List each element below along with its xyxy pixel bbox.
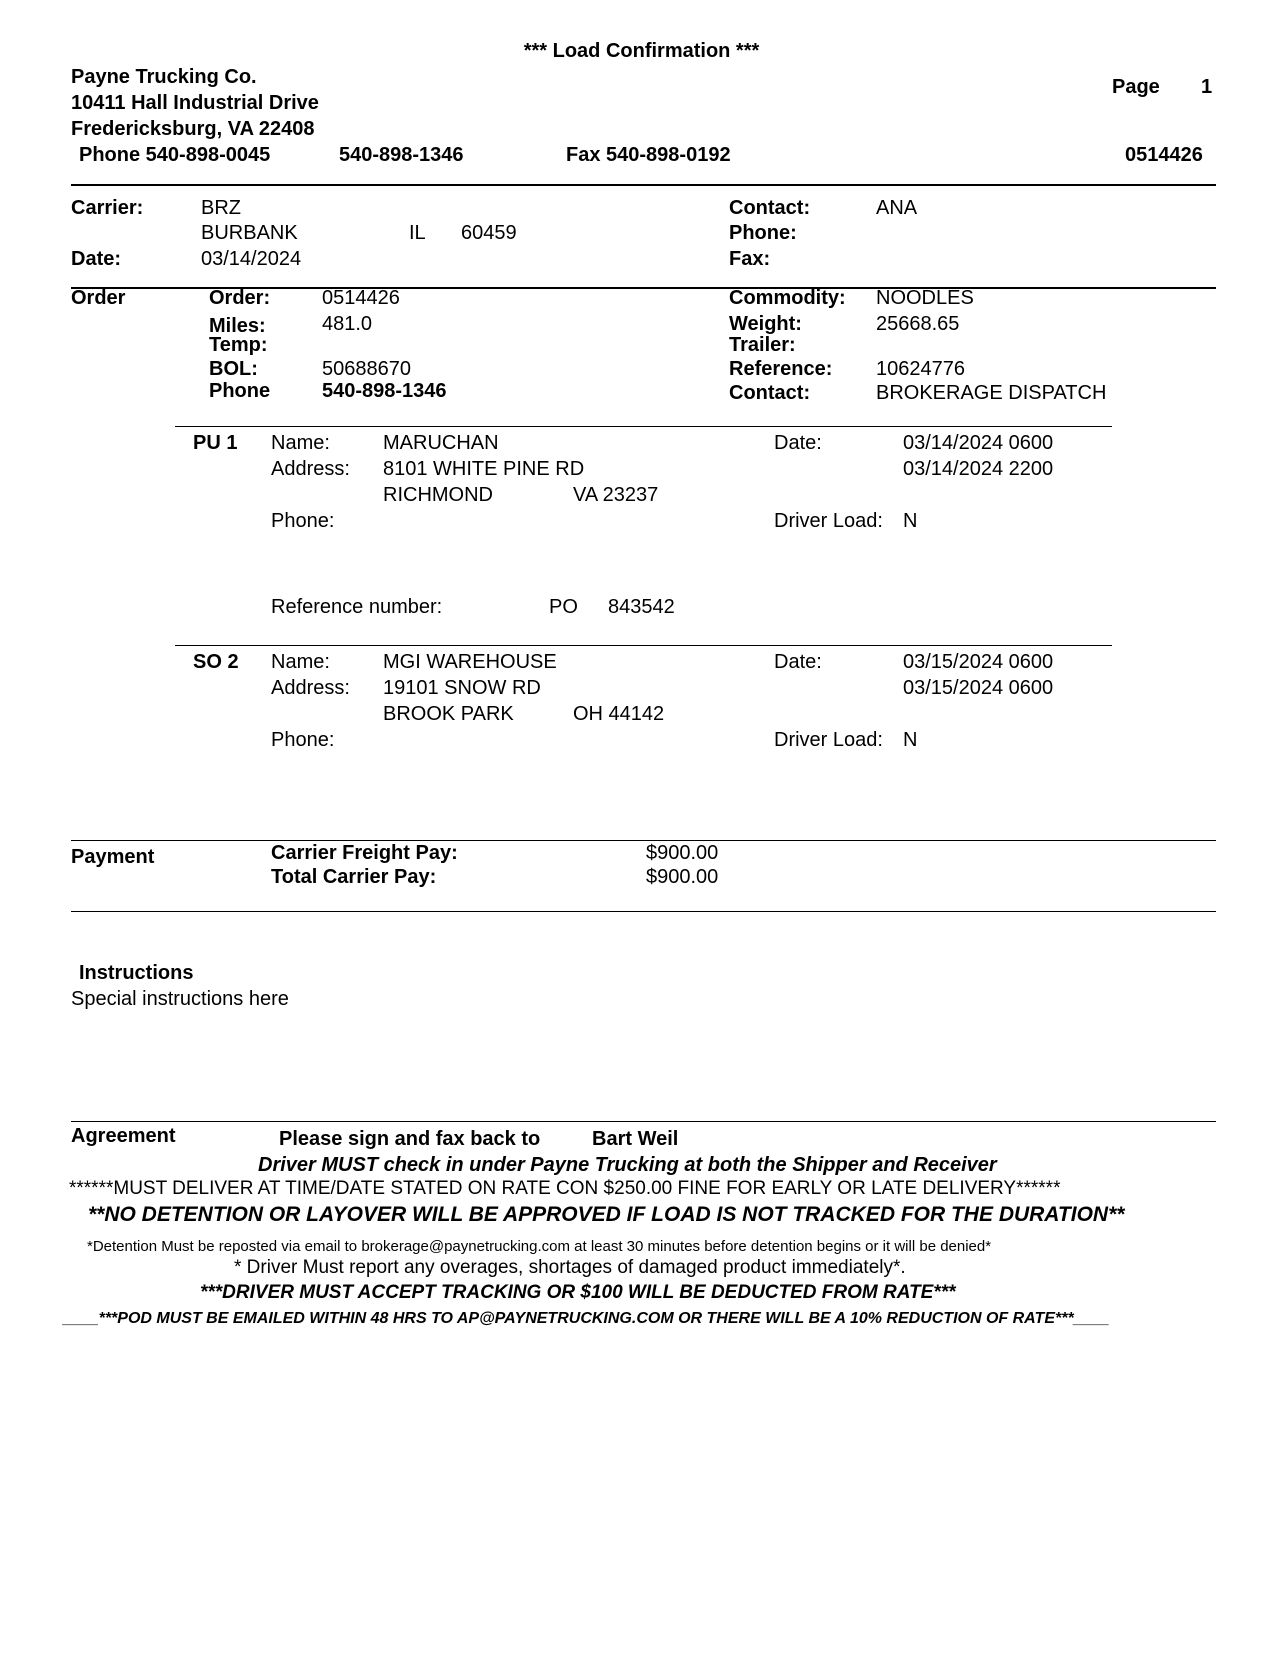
stop-driver-load: N (903, 510, 918, 532)
bol-value: 50688670 (322, 358, 411, 380)
company-fax: Fax 540-898-0192 (566, 144, 731, 166)
document-title: *** Load Confirmation *** (523, 40, 760, 62)
document-number: 0514426 (1125, 144, 1203, 166)
stop-date-end: 03/15/2024 0600 (903, 677, 1054, 699)
stop-address-label: Address: (271, 677, 350, 699)
stop-date-end: 03/14/2024 2200 (903, 458, 1054, 480)
stop-phone-label: Phone: (271, 510, 335, 532)
stop-name: MARUCHAN (383, 432, 499, 454)
instructions-label: Instructions (79, 962, 194, 984)
agreement-label: Agreement (71, 1125, 176, 1147)
stop-name: MGI WAREHOUSE (383, 651, 557, 673)
stop-city: RICHMOND (383, 484, 493, 506)
reference-number-label: Reference number: (271, 596, 443, 618)
stop-address: 8101 WHITE PINE RD (383, 458, 585, 480)
carrier-phone-label: Phone: (729, 222, 797, 244)
agreement-tracking-notice: ***DRIVER MUST ACCEPT TRACKING OR $100 WILL BE DEDUCTED FROM RATE*** (200, 1282, 956, 1303)
carrier-date: 03/14/2024 (201, 248, 302, 270)
carrier-freight-pay: $900.00 (646, 842, 719, 864)
reference-label: Reference: (729, 358, 833, 380)
stop-phone-label: Phone: (271, 729, 335, 751)
agreement-detention-email-notice: *Detention Must be reposted via email to brokerage@paynetrucking.com at least 30 minutes before detention begins or it will be denied* (87, 1238, 992, 1255)
miles-value: 481.0 (322, 313, 373, 335)
bol-label: BOL: (209, 358, 258, 380)
carrier-date-label: Date: (71, 248, 122, 270)
agreement-delivery-notice: ******MUST DELIVER AT TIME/DATE STATED ON RATE CON $250.00 FINE FOR EARLY OR LATE DELIVERY****** (69, 1178, 1061, 1199)
order-contact-value: BROKERAGE DISPATCH (876, 382, 1107, 404)
payment-label: Payment (71, 846, 155, 868)
stop-tag: PU 1 (193, 432, 238, 454)
company-phone: Phone 540-898-0045 (79, 144, 271, 166)
reference-type: PO (549, 596, 578, 618)
weight-label: Weight: (729, 313, 802, 335)
stop-date-start: 03/14/2024 0600 (903, 432, 1054, 454)
reference-number: 843542 (608, 596, 675, 618)
commodity-label: Commodity: (729, 287, 846, 309)
stop-state-zip: OH 44142 (573, 703, 665, 725)
carrier-fax-label: Fax: (729, 248, 771, 270)
agreement-overages-notice: * Driver Must report any overages, shortages of damaged product immediately*. (234, 1257, 906, 1278)
total-carrier-pay-label: Total Carrier Pay: (271, 866, 437, 888)
carrier-zip: 60459 (461, 222, 517, 244)
company-address-line1: 10411 Hall Industrial Drive (71, 92, 319, 114)
company-phone-2: 540-898-1346 (339, 144, 464, 166)
order-phone: 540-898-1346 (322, 380, 447, 402)
sign-fax-text: Please sign and fax back to (279, 1128, 541, 1150)
order-contact-label: Contact: (729, 382, 811, 404)
stop-state-zip: VA 23237 (573, 484, 659, 506)
sign-fax-name: Bart Weil (592, 1128, 679, 1150)
carrier-city: BURBANK (201, 222, 298, 244)
stop-address-label: Address: (271, 458, 350, 480)
stop-city: BROOK PARK (383, 703, 514, 725)
stop-date-label: Date: (774, 651, 822, 673)
divider-stop-1 (175, 426, 1112, 427)
order-label: Order: (209, 287, 271, 309)
order-section-label: Order (71, 287, 126, 309)
divider-stop-2 (175, 645, 1112, 646)
company-address-line2: Fredericksburg, VA 22408 (71, 118, 315, 140)
carrier-contact: ANA (876, 197, 918, 219)
company-name: Payne Trucking Co. (71, 66, 257, 88)
page-number: 1 (1201, 76, 1213, 98)
stop-name-label: Name: (271, 651, 330, 673)
carrier-state: IL (409, 222, 426, 244)
miles-label: Miles: (209, 315, 266, 337)
reference-value: 10624776 (876, 358, 965, 380)
page-label: Page (1112, 76, 1160, 98)
commodity-value: NOODLES (876, 287, 974, 309)
instructions-text: Special instructions here (71, 988, 289, 1010)
carrier-name: BRZ (201, 197, 241, 219)
total-carrier-pay: $900.00 (646, 866, 719, 888)
carrier-freight-pay-label: Carrier Freight Pay: (271, 842, 458, 864)
stop-driver-load-label: Driver Load: (774, 729, 883, 751)
stop-address: 19101 SNOW RD (383, 677, 541, 699)
divider-header (71, 184, 1216, 186)
agreement-checkin-notice: Driver MUST check in under Payne Trucking at both the Shipper and Receiver (258, 1154, 997, 1176)
stop-tag: SO 2 (193, 651, 239, 673)
stop-date-label: Date: (774, 432, 822, 454)
carrier-label: Carrier: (71, 197, 144, 219)
order-number: 0514426 (322, 287, 400, 309)
divider-payment-top (71, 840, 1216, 841)
weight-value: 25668.65 (876, 313, 960, 335)
trailer-label: Trailer: (729, 334, 796, 356)
agreement-pod-notice: ____***POD MUST BE EMAILED WITHIN 48 HRS TO AP@PAYNETRUCKING.COM OR THERE WILL BE A 10% REDUCTION OF RATE***____ (63, 1310, 1110, 1327)
stop-driver-load-label: Driver Load: (774, 510, 883, 532)
divider-payment-bottom (71, 911, 1216, 912)
agreement-detention-notice: **NO DETENTION OR LAYOVER WILL BE APPROVED IF LOAD IS NOT TRACKED FOR THE DURATION** (88, 1203, 1125, 1226)
carrier-contact-label: Contact: (729, 197, 811, 219)
stop-date-start: 03/15/2024 0600 (903, 651, 1054, 673)
stop-name-label: Name: (271, 432, 330, 454)
temp-label: Temp: (209, 334, 268, 356)
order-phone-label: Phone (209, 380, 271, 402)
stop-driver-load: N (903, 729, 918, 751)
divider-agreement (71, 1121, 1216, 1122)
